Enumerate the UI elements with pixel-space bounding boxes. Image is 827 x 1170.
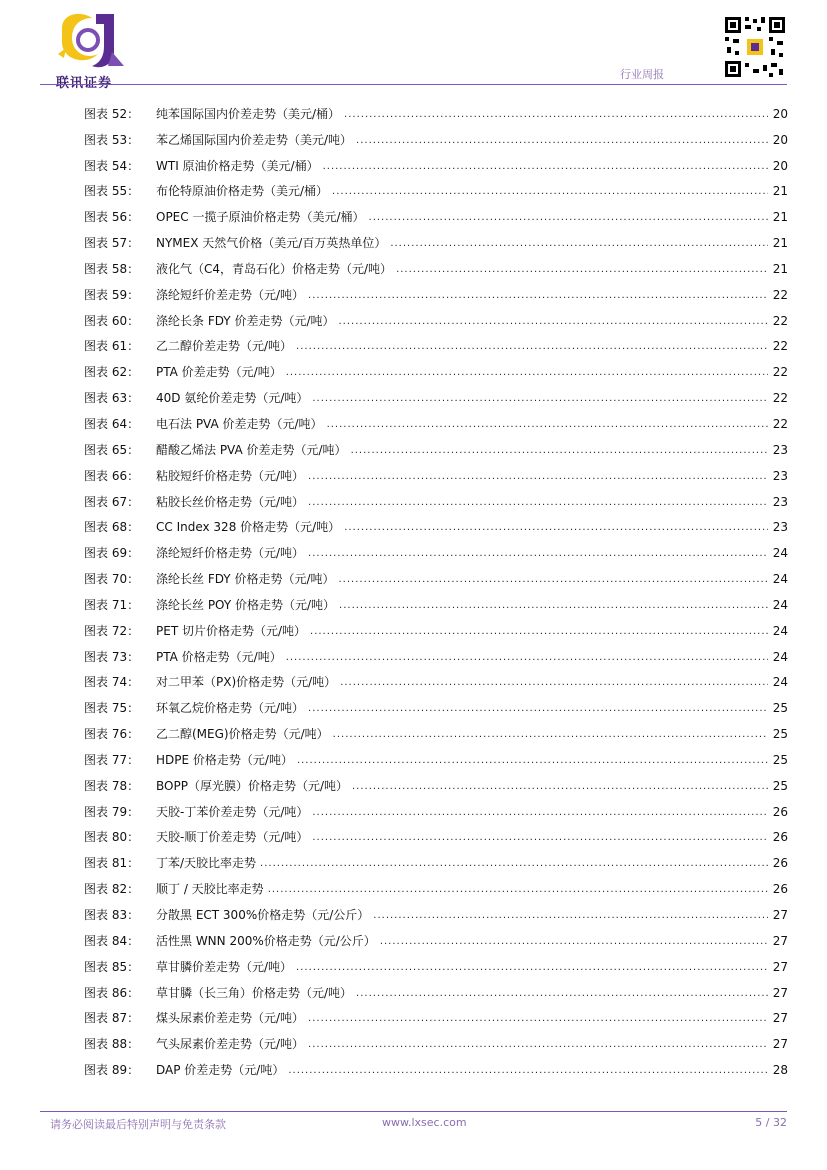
toc-entry[interactable]	[84, 174, 788, 200]
toc-entry-page: 22	[772, 313, 788, 328]
toc-entry-title: 布伦特原油价格走势（美元/桶）	[156, 184, 329, 199]
toc-entry-page: 22	[772, 365, 788, 380]
toc-entry-label: 图表 78：	[84, 778, 140, 793]
toc-entry-page: 24	[772, 675, 788, 690]
toc-entry-page: 23	[772, 468, 788, 483]
toc-entry-label: 图表 86：	[84, 985, 140, 1000]
toc-entry-title: 涤纶长丝 FDY 价格走势（元/吨）	[156, 572, 335, 587]
toc-entry-title: 草甘膦（长三角）价格走势（元/吨）	[156, 985, 353, 1000]
toc-entry-page: 27	[772, 959, 788, 974]
toc-entry-page: 21	[772, 261, 788, 276]
toc-entry-page: 26	[772, 804, 788, 819]
toc-entry-page: 24	[772, 597, 788, 612]
toc-entry-page: 23	[772, 520, 788, 535]
toc-entry-label: 图表 53：	[84, 132, 140, 147]
toc-entry[interactable]	[84, 639, 788, 665]
toc-entry-page: 27	[772, 1011, 788, 1026]
toc-leader-dots	[308, 704, 768, 714]
toc-entry[interactable]	[84, 148, 788, 174]
toc-entry-label: 图表 89：	[84, 1063, 140, 1078]
toc-entry-label: 图表 63：	[84, 391, 140, 406]
toc-entry-page: 21	[772, 184, 788, 199]
toc-entry-page: 26	[772, 856, 788, 871]
toc-entry-title: 活性黑 WNN 200%价格走势（元/公斤）	[156, 933, 376, 948]
toc-entry-title: 天胶-丁苯价差走势（元/吨）	[156, 804, 309, 819]
header-divider	[40, 84, 787, 85]
toc-leader-dots	[327, 420, 768, 430]
toc-entry-label: 图表 61：	[84, 339, 140, 354]
toc-entry[interactable]	[84, 354, 788, 380]
toc-entry-title: 涤纶长丝 POY 价格走势（元/吨）	[156, 597, 336, 612]
toc-entry[interactable]	[84, 122, 788, 148]
qr-code-icon	[723, 15, 787, 79]
table-of-figures	[84, 96, 788, 1078]
toc-entry[interactable]	[84, 225, 788, 251]
toc-entry-title: 醋酸乙烯法 PVA 价差走势（元/吨）	[156, 442, 347, 457]
toc-entry-page: 22	[772, 391, 788, 406]
toc-leader-dots	[373, 911, 768, 921]
toc-entry-label: 图表 68：	[84, 520, 140, 535]
toc-entry-title: 煤头尿素价差走势（元/吨）	[156, 1011, 305, 1026]
toc-leader-dots	[390, 239, 768, 249]
toc-entry[interactable]	[84, 690, 788, 716]
toc-entry-title: BOPP（厚光膜）价格走势（元/吨）	[156, 778, 348, 793]
toc-leader-dots	[268, 885, 768, 895]
toc-entry-page: 26	[772, 830, 788, 845]
toc-entry-page: 21	[772, 236, 788, 251]
toc-entry[interactable]	[84, 665, 788, 691]
toc-entry-label: 图表 69：	[84, 546, 140, 561]
toc-entry-page: 23	[772, 494, 788, 509]
toc-entry-title: 液化气（C4，青岛石化）价格走势（元/吨）	[156, 261, 393, 276]
toc-entry[interactable]	[84, 949, 788, 975]
toc-entry[interactable]	[84, 923, 788, 949]
toc-entry[interactable]	[84, 1001, 788, 1027]
lianxun-logo-icon	[52, 8, 132, 91]
toc-entry-title: OPEC 一揽子原油价格走势（美元/桶）	[156, 210, 365, 225]
toc-entry-title: 电石法 PVA 价差走势（元/吨）	[156, 416, 323, 431]
toc-entry-label: 图表 52：	[84, 106, 140, 121]
toc-entry[interactable]	[84, 458, 788, 484]
toc-leader-dots	[310, 627, 768, 637]
toc-entry-page: 27	[772, 908, 788, 922]
toc-entry-title: 天胶-顺丁价差走势（元/吨）	[156, 830, 309, 845]
toc-entry-title: 对二甲苯（PX)价格走势（元/吨）	[156, 675, 337, 690]
toc-entry-label: 图表 64：	[84, 416, 140, 431]
toc-leader-dots	[296, 342, 768, 352]
toc-entry-page: 20	[772, 158, 788, 173]
toc-entry[interactable]	[84, 277, 788, 303]
toc-leader-dots	[297, 756, 768, 766]
toc-entry-title: PTA 价差走势（元/吨）	[156, 365, 282, 380]
toc-entry[interactable]	[84, 484, 788, 510]
toc-entry-label: 图表 60：	[84, 313, 140, 328]
toc-entry[interactable]	[84, 432, 788, 458]
toc-entry-label: 图表 85：	[84, 959, 140, 974]
toc-leader-dots	[286, 368, 768, 378]
toc-entry-label: 图表 57：	[84, 236, 140, 251]
toc-entry[interactable]	[84, 613, 788, 639]
toc-entry-title: 纯苯国际国内价差走势（美元/桶）	[156, 106, 341, 121]
toc-entry-title: PTA 价格走势（元/吨）	[156, 649, 282, 664]
toc-entry[interactable]	[84, 96, 788, 122]
toc-leader-dots	[339, 317, 769, 327]
toc-entry-label: 图表 83：	[84, 908, 140, 922]
toc-entry-page: 25	[772, 727, 788, 742]
toc-leader-dots	[340, 678, 768, 688]
toc-entry[interactable]	[84, 975, 788, 1001]
toc-entry-page: 27	[772, 985, 788, 1000]
toc-leader-dots	[396, 265, 768, 275]
toc-entry[interactable]	[84, 716, 788, 742]
toc-leader-dots	[344, 523, 768, 533]
toc-entry[interactable]	[84, 871, 788, 897]
toc-leader-dots	[308, 1014, 768, 1024]
toc-entry-label: 图表 62：	[84, 365, 140, 380]
toc-entry[interactable]	[84, 329, 788, 355]
toc-leader-dots	[344, 110, 768, 120]
toc-leader-dots	[308, 291, 768, 301]
toc-entry-label: 图表 55：	[84, 184, 140, 199]
toc-entry-page: 24	[772, 572, 788, 587]
toc-entry-title: PET 切片价格走势（元/吨）	[156, 623, 307, 638]
toc-entry-title: DAP 价差走势（元/吨）	[156, 1063, 285, 1078]
toc-entry-label: 图表 73：	[84, 649, 140, 664]
toc-entry-title: 乙二醇价差走势（元/吨）	[156, 339, 293, 354]
toc-entry-label: 图表 84：	[84, 933, 140, 948]
toc-leader-dots	[308, 472, 768, 482]
toc-entry-label: 图表 87：	[84, 1011, 140, 1026]
toc-entry[interactable]	[84, 510, 788, 536]
toc-entry-title: 涤纶短纤价格走势（元/吨）	[156, 546, 305, 561]
toc-entry-label: 图表 72：	[84, 623, 140, 638]
toc-entry-page: 27	[772, 933, 788, 948]
toc-entry-label: 图表 76：	[84, 727, 140, 742]
toc-leader-dots	[308, 549, 768, 559]
toc-leader-dots	[352, 782, 768, 792]
toc-entry[interactable]	[84, 820, 788, 846]
toc-leader-dots	[312, 833, 768, 843]
toc-entry-title: NYMEX 天然气价格（美元/百万英热单位）	[156, 236, 387, 251]
toc-entry-page: 22	[772, 287, 788, 302]
toc-leader-dots	[380, 937, 768, 947]
toc-leader-dots	[351, 446, 768, 456]
toc-entry-label: 图表 79：	[84, 804, 140, 819]
toc-entry-title: 草甘膦价差走势（元/吨）	[156, 959, 293, 974]
toc-entry-label: 图表 67：	[84, 494, 140, 509]
toc-entry[interactable]	[84, 1026, 788, 1052]
toc-entry-page: 24	[772, 546, 788, 561]
toc-entry-label: 图表 80：	[84, 830, 140, 845]
toc-entry[interactable]	[84, 845, 788, 871]
toc-leader-dots	[312, 394, 768, 404]
toc-leader-dots	[296, 963, 768, 973]
toc-entry-page: 24	[772, 649, 788, 664]
toc-entry-title: 气头尿素价差走势（元/吨）	[156, 1037, 305, 1052]
toc-leader-dots	[308, 498, 768, 508]
toc-leader-dots	[369, 213, 768, 223]
toc-entry-title: 环氧乙烷价格走势（元/吨）	[156, 701, 305, 716]
toc-entry[interactable]	[84, 251, 788, 277]
toc-entry-title: 40D 氨纶价差走势（元/吨）	[156, 391, 309, 406]
toc-entry-page: 26	[772, 882, 788, 897]
toc-entry-label: 图表 74：	[84, 675, 140, 690]
toc-entry-page: 20	[772, 132, 788, 147]
toc-entry-title: 顺丁 / 天胶比率走势	[156, 882, 264, 897]
toc-entry-title: WTI 原油价格走势（美元/桶）	[156, 158, 319, 173]
toc-entry[interactable]	[84, 406, 788, 432]
toc-entry-page: 24	[772, 623, 788, 638]
toc-leader-dots	[260, 859, 768, 869]
toc-entry-label: 图表 88：	[84, 1037, 140, 1052]
toc-entry-label: 图表 56：	[84, 210, 140, 225]
toc-leader-dots	[323, 162, 768, 172]
toc-entry-title: 分散黑 ECT 300%价格走势（元/公斤）	[156, 908, 370, 922]
toc-leader-dots	[356, 136, 768, 146]
toc-entry-label: 图表 77：	[84, 752, 140, 767]
page-number: 5 / 32	[755, 1116, 787, 1129]
toc-leader-dots	[339, 575, 769, 585]
toc-entry-label: 图表 75：	[84, 701, 140, 716]
toc-leader-dots	[333, 730, 768, 740]
toc-entry[interactable]	[84, 380, 788, 406]
toc-entry[interactable]	[84, 768, 788, 794]
toc-entry-title: 苯乙烯国际国内价差走势（美元/吨）	[156, 132, 353, 147]
toc-entry-title: 粘胶长丝价格走势（元/吨）	[156, 494, 305, 509]
toc-entry-title: HDPE 价格走势（元/吨）	[156, 752, 293, 767]
toc-entry-title: 丁苯/天胶比率走势	[156, 856, 257, 871]
toc-entry[interactable]	[84, 199, 788, 225]
toc-entry-label: 图表 70：	[84, 572, 140, 587]
toc-entry-page: 21	[772, 210, 788, 225]
toc-entry-page: 20	[772, 106, 788, 121]
toc-entry-page: 25	[772, 778, 788, 793]
footer-website: www.lxsec.com	[382, 1116, 467, 1129]
toc-leader-dots	[339, 601, 768, 611]
toc-leader-dots	[312, 808, 768, 818]
toc-entry-page: 25	[772, 752, 788, 767]
toc-entry-label: 图表 59：	[84, 287, 140, 302]
toc-entry[interactable]	[84, 897, 788, 923]
toc-entry[interactable]	[84, 303, 788, 329]
footer-divider	[40, 1111, 787, 1112]
report-type-label: 行业周报	[620, 68, 664, 81]
footer-disclaimer: 请务必阅读最后特别声明与免责条款	[50, 1118, 226, 1131]
toc-entry-label: 图表 54：	[84, 158, 140, 173]
toc-entry-page: 27	[772, 1037, 788, 1052]
toc-entry-label: 图表 66：	[84, 468, 140, 483]
toc-entry[interactable]	[84, 742, 788, 768]
toc-entry-title: CC Index 328 价格走势（元/吨）	[156, 520, 341, 535]
toc-entry-title: 乙二醇(MEG)价格走势（元/吨）	[156, 727, 329, 742]
toc-entry-title: 粘胶短纤价格走势（元/吨）	[156, 468, 305, 483]
toc-entry[interactable]	[84, 535, 788, 561]
toc-leader-dots	[356, 989, 768, 999]
toc-entry-label: 图表 82：	[84, 882, 140, 897]
toc-entry[interactable]	[84, 587, 788, 613]
toc-entry-page: 22	[772, 416, 788, 431]
toc-entry[interactable]	[84, 794, 788, 820]
toc-leader-dots	[308, 1040, 768, 1050]
toc-entry-page: 22	[772, 339, 788, 354]
toc-leader-dots	[288, 1066, 768, 1076]
toc-entry-label: 图表 65：	[84, 442, 140, 457]
toc-entry-title: 涤纶短纤价差走势（元/吨）	[156, 287, 305, 302]
toc-entry[interactable]	[84, 1052, 788, 1078]
toc-leader-dots	[286, 653, 768, 663]
toc-entry-page: 28	[772, 1063, 788, 1078]
toc-entry-page: 25	[772, 701, 788, 716]
toc-entry-page: 23	[772, 442, 788, 457]
toc-entry-label: 图表 58：	[84, 261, 140, 276]
toc-entry-label: 图表 71：	[84, 597, 140, 612]
toc-entry-label: 图表 81：	[84, 856, 140, 871]
toc-entry[interactable]	[84, 561, 788, 587]
toc-entry-title: 涤纶长条 FDY 价差走势（元/吨）	[156, 313, 335, 328]
toc-leader-dots	[332, 187, 768, 197]
brand-name: 联讯证券	[56, 76, 113, 91]
